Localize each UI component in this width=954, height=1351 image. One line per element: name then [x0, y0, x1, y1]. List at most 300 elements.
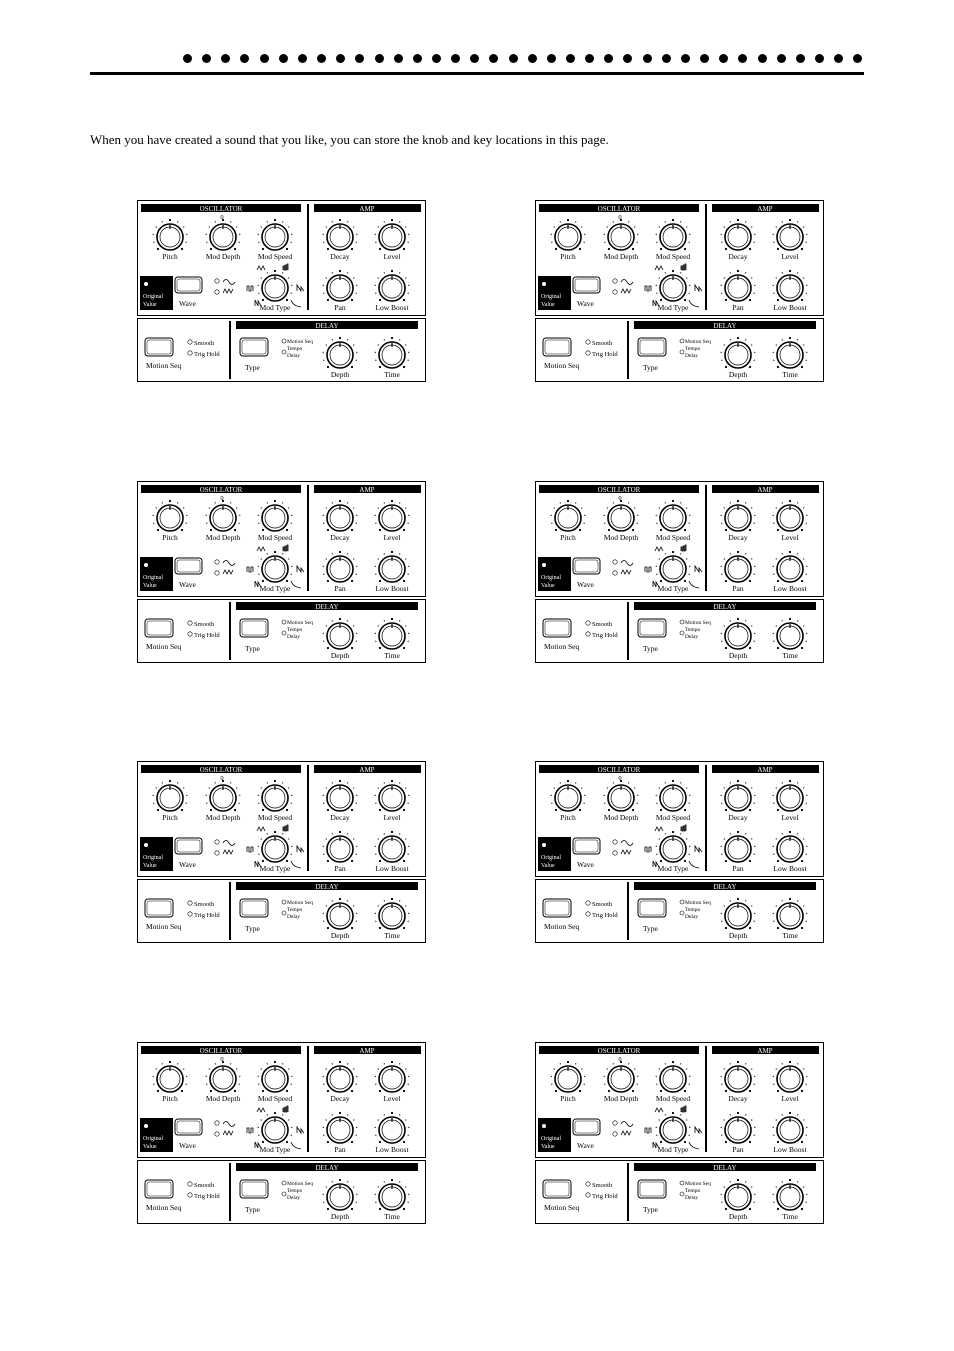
knob-tick [724, 226, 725, 227]
mod-depth-label: Mod Depth [205, 252, 241, 261]
delay-type-label: Type [643, 924, 658, 933]
knob-tick [282, 833, 283, 834]
header-dot [509, 54, 518, 63]
wave-button[interactable] [573, 1119, 600, 1135]
knob-tick [782, 1114, 783, 1115]
tempo-label: Tempo [287, 346, 303, 352]
knob-tick [801, 248, 803, 250]
wave-led-1 [613, 279, 617, 283]
knob-tick [408, 1202, 409, 1203]
knob-tick [261, 558, 262, 559]
original-value-label-1: Original [143, 855, 163, 861]
decay-label: Decay [330, 813, 350, 822]
mod-speed-label: Mod Speed [257, 252, 293, 261]
knob-tick [607, 226, 608, 227]
trig-hold-label: Trig Hold [194, 351, 220, 358]
knob-tick [274, 500, 276, 502]
knob-tick [356, 1202, 357, 1203]
knob-tick [399, 502, 400, 503]
knob-tick [234, 809, 236, 811]
original-value-label-2: Value [143, 583, 157, 589]
motion-seq-button[interactable] [543, 899, 571, 917]
knob-tick [332, 900, 333, 901]
knob-tick [291, 285, 292, 286]
knob-tick [356, 1076, 357, 1077]
delay-type-label: Type [643, 644, 658, 653]
knob-tick [803, 905, 804, 906]
delay-label: DELAY [315, 322, 339, 330]
knob-tick [375, 641, 376, 642]
mod-depth-center-label: 0 [220, 214, 224, 221]
knob-tick [773, 803, 774, 804]
knob-tick [659, 226, 660, 227]
knob-tick [162, 1063, 163, 1064]
knob-tick [721, 515, 722, 516]
trig-hold-led [188, 912, 192, 916]
knob-tick [689, 1076, 690, 1077]
wave-button[interactable] [573, 277, 600, 293]
knob-tick [351, 647, 353, 649]
knob-tick [689, 293, 690, 294]
knob-tick [806, 1127, 807, 1128]
pitch-label: Pitch [162, 533, 178, 542]
knob-tick [209, 226, 210, 227]
knob-tick [782, 221, 783, 222]
knob-tick [327, 1208, 329, 1210]
knob-tick [353, 344, 354, 345]
mod-depth-center-label: 0 [618, 1056, 622, 1063]
knob-tick [754, 1084, 755, 1085]
delay-time-label: Time [782, 1212, 798, 1221]
knob-tick [347, 900, 348, 901]
knob-tick [797, 782, 798, 783]
knob-tick [754, 515, 755, 516]
knob-tick [607, 1068, 608, 1069]
knob-tick [162, 221, 163, 222]
knob-tick [608, 1090, 610, 1092]
knob-tick [356, 566, 357, 567]
pan-label: Pan [334, 303, 346, 312]
delay-depth-label: Depth [330, 651, 350, 660]
trig-hold-label: Trig Hold [592, 351, 618, 358]
smooth-led [188, 621, 192, 625]
knob-tick [737, 1061, 739, 1063]
knob-tick [745, 1063, 746, 1064]
knob-tick [656, 795, 657, 796]
knob-tick [656, 293, 657, 294]
knob-tick [672, 270, 674, 272]
knob-tick [777, 580, 779, 582]
knob-tick [801, 860, 803, 862]
knob-tick [776, 344, 777, 345]
wave-button[interactable] [573, 558, 600, 574]
knob-tick [632, 809, 634, 811]
knob-tick [789, 831, 791, 833]
mod-depth-center-label: 0 [220, 1056, 224, 1063]
knob-tick [258, 1084, 259, 1085]
knob-tick [274, 1061, 276, 1063]
knob-tick [274, 831, 276, 833]
mod-depth-center-label: 0 [618, 495, 622, 502]
knob-tick [379, 366, 381, 368]
motion-seq-button[interactable] [543, 338, 571, 356]
knob-tick [749, 580, 751, 582]
knob-tick [749, 809, 751, 811]
knob-tick [288, 838, 289, 839]
knob-tick [405, 226, 406, 227]
trig-hold-label: Trig Hold [592, 912, 618, 919]
knob-tick [777, 809, 779, 811]
knob-tick [375, 242, 376, 243]
knob-tick [403, 580, 405, 582]
knob-tick [356, 1084, 357, 1085]
knob-tick [379, 299, 381, 301]
mod-depth-label: Mod Depth [205, 813, 241, 822]
trig-hold-led [188, 1193, 192, 1197]
knob-tick [375, 574, 376, 575]
knob-tick [267, 782, 268, 783]
knob-tick [156, 507, 157, 508]
knob-tick [408, 846, 409, 847]
knob-tick [782, 502, 783, 503]
knob-tick [555, 248, 557, 250]
knob-tick [751, 558, 752, 559]
knob-tick [613, 221, 614, 222]
knob-tick [806, 1194, 807, 1195]
wave-label: Wave [577, 860, 594, 869]
motion-seq-label: Motion Seq [544, 361, 580, 370]
header-dot [355, 54, 364, 63]
knob-tick [288, 507, 289, 508]
amp-label: AMP [359, 486, 375, 494]
knob-tick [721, 242, 722, 243]
knob-tick [206, 1076, 207, 1077]
delay-depth-label: Depth [330, 931, 350, 940]
knob-tick [375, 1076, 376, 1077]
knob-tick [239, 1084, 240, 1085]
knob-tick [405, 1119, 406, 1120]
knob-tick [730, 1063, 731, 1064]
knob-tick [327, 860, 329, 862]
oscillator-label: OSCILLATOR [199, 766, 243, 774]
knob-tick [206, 523, 207, 524]
knob-tick [684, 860, 686, 862]
knob-tick [326, 558, 327, 559]
knob-tick [408, 803, 409, 804]
knob-tick [656, 566, 657, 567]
delay-type-button[interactable] [240, 338, 268, 356]
knob-tick [286, 580, 288, 582]
motion-seq-button[interactable] [543, 1180, 571, 1198]
knob-tick [169, 500, 171, 502]
knob-tick [261, 1119, 262, 1120]
trig-hold-led [188, 632, 192, 636]
wave-button[interactable] [175, 277, 202, 293]
knob-tick [806, 1076, 807, 1077]
smooth-led [586, 901, 590, 905]
delay-label: DELAY [713, 322, 737, 330]
knob-tick [351, 927, 353, 929]
knob-tick [384, 782, 385, 783]
knob-tick [323, 234, 324, 235]
wave-button[interactable] [175, 558, 202, 574]
knob-tick [267, 221, 268, 222]
knob-tick [806, 795, 807, 796]
knob-tick [634, 226, 635, 227]
wave-led-1 [613, 1121, 617, 1125]
knob-tick [776, 558, 777, 559]
knob-tick [551, 803, 552, 804]
knob-tick [206, 234, 207, 235]
oscillator-label: OSCILLATOR [199, 486, 243, 494]
knob-tick [375, 921, 376, 922]
header-rule [90, 72, 864, 75]
knob-tick [379, 1090, 381, 1092]
knob-tick [656, 242, 657, 243]
knob-tick [724, 507, 725, 508]
knob-tick [332, 620, 333, 621]
wave-led-2 [613, 851, 617, 855]
knob-tick [267, 272, 268, 273]
knob-tick [327, 809, 329, 811]
original-value-label-2: Value [143, 1144, 157, 1150]
knob-tick [323, 523, 324, 524]
knob-tick [262, 248, 264, 250]
knob-tick [274, 1112, 276, 1114]
wave-button[interactable] [573, 838, 600, 854]
delay-type-button[interactable] [638, 338, 666, 356]
knob-tick [551, 523, 552, 524]
knob-tick [754, 242, 755, 243]
knob-tick [408, 293, 409, 294]
knob-tick [803, 1119, 804, 1120]
knob-tick [378, 838, 379, 839]
knob-tick [613, 502, 614, 503]
motion-seq-button[interactable] [543, 619, 571, 637]
knob-tick [209, 787, 210, 788]
header-dot [240, 54, 249, 63]
knob-tick [339, 898, 341, 900]
knob-tick [347, 339, 348, 340]
knob-tick [282, 782, 283, 783]
tempo-label: Tempo [685, 627, 701, 633]
knob-tick [339, 1112, 341, 1114]
header-dot [413, 54, 422, 63]
knob-tick [339, 831, 341, 833]
knob-tick [751, 625, 752, 626]
knob-tick [745, 221, 746, 222]
motion-seq-label: Motion Seq [146, 361, 182, 370]
knob-tick [326, 905, 327, 906]
knob-tick [725, 1090, 727, 1092]
knob-tick [628, 782, 629, 783]
knob-tick [291, 566, 292, 567]
knob-tick [689, 1135, 690, 1136]
tempo-delay-led [282, 911, 286, 915]
type-motion-seq-label: Motion Seq [685, 1181, 711, 1187]
knob-tick [384, 502, 385, 503]
smooth-label: Smooth [194, 340, 215, 347]
knob-tick [347, 833, 348, 834]
knob-tick [356, 633, 357, 634]
knob-tick [789, 1112, 791, 1114]
knob-tick [356, 854, 357, 855]
tempo-delay-led [680, 631, 684, 635]
knob-tick [403, 529, 405, 531]
knob-tick [725, 1208, 727, 1210]
original-value-label-2: Value [541, 1144, 555, 1150]
knob-tick [680, 833, 681, 834]
delay-divider [229, 1163, 231, 1221]
knob-tick [274, 551, 276, 553]
knob-tick [234, 1090, 236, 1092]
motion-seq-button[interactable] [145, 899, 173, 917]
knob-tick [323, 1084, 324, 1085]
knob-tick [801, 299, 803, 301]
knob-tick [339, 219, 341, 221]
knob-tick [267, 502, 268, 503]
knob-tick [686, 507, 687, 508]
knob-tick [721, 803, 722, 804]
knob-tick [323, 913, 324, 914]
knob-tick [721, 523, 722, 524]
knob-tick [375, 913, 376, 914]
knob-tick [672, 219, 674, 221]
knob-tick [672, 1061, 674, 1063]
knob-tick [797, 272, 798, 273]
knob-tick [721, 1202, 722, 1203]
knob-tick [604, 1076, 605, 1077]
decay-label: Decay [728, 252, 748, 261]
knob-tick [378, 1119, 379, 1120]
motion-seq-label: Motion Seq [146, 1203, 182, 1212]
knob-tick [351, 529, 353, 531]
knob-tick [724, 905, 725, 906]
knob-tick [339, 551, 341, 553]
knob-tick [332, 833, 333, 834]
knob-tick [408, 566, 409, 567]
header-dot [681, 54, 690, 63]
knob-tick [206, 242, 207, 243]
knob-tick [773, 846, 774, 847]
knob-tick [379, 647, 381, 649]
knob-tick [323, 641, 324, 642]
knob-tick [754, 921, 755, 922]
knob-tick [725, 809, 727, 811]
pitch-label: Pitch [162, 813, 178, 822]
knob-tick [339, 337, 341, 339]
knob-tick [754, 1194, 755, 1195]
mod-depth-center-label: 0 [618, 214, 622, 221]
delay-type-button[interactable] [240, 899, 268, 917]
knob-tick [803, 1186, 804, 1187]
knob-tick [378, 905, 379, 906]
knob-tick [689, 795, 690, 796]
knob-tick [384, 833, 385, 834]
knob-tick [721, 285, 722, 286]
knob-tick [282, 1114, 283, 1115]
knob-tick [408, 854, 409, 855]
motion-seq-button[interactable] [145, 338, 173, 356]
knob-tick [351, 366, 353, 368]
header-dot [585, 54, 594, 63]
knob-tick [169, 780, 171, 782]
knob-tick [797, 833, 798, 834]
knob-tick [384, 620, 385, 621]
knob-tick [347, 221, 348, 222]
header-dot [738, 54, 747, 63]
wave-button[interactable] [175, 838, 202, 854]
knob-tick [353, 1068, 354, 1069]
knob-tick [754, 234, 755, 235]
knob-tick [567, 219, 569, 221]
original-value-led [542, 282, 546, 286]
smooth-label: Smooth [194, 901, 215, 908]
motion-seq-button[interactable] [145, 619, 173, 637]
knob-tick [286, 809, 288, 811]
delay-divider [627, 321, 629, 379]
delay-type-button[interactable] [240, 619, 268, 637]
knob-tick [258, 515, 259, 516]
knob-tick [776, 838, 777, 839]
header-dot [394, 54, 403, 63]
knob-tick [291, 1084, 292, 1085]
knob-tick [684, 809, 686, 811]
delay-type-button[interactable] [240, 1180, 268, 1198]
delay-type-button[interactable] [638, 619, 666, 637]
knob-tick [408, 1135, 409, 1136]
delay-type-button[interactable] [638, 1180, 666, 1198]
delay-depth-label: Depth [728, 1212, 748, 1221]
knob-tick [632, 248, 634, 250]
original-value-label-1: Original [541, 1136, 561, 1142]
knob-tick [384, 900, 385, 901]
knob-tick [326, 344, 327, 345]
header-dot [336, 54, 345, 63]
motion-seq-button[interactable] [145, 1180, 173, 1198]
knob-tick [258, 242, 259, 243]
knob-tick [806, 641, 807, 642]
knob-tick [782, 339, 783, 340]
knob-tick [391, 898, 393, 900]
knob-tick [773, 566, 774, 567]
knob-tick [684, 580, 686, 582]
knob-tick [378, 344, 379, 345]
trig-hold-label: Trig Hold [194, 1193, 220, 1200]
knob-tick [323, 921, 324, 922]
wave-button[interactable] [175, 1119, 202, 1135]
knob-tick [326, 507, 327, 508]
original-value-led [542, 1124, 546, 1128]
knob-tick [391, 780, 393, 782]
knob-tick [754, 913, 755, 914]
knob-tick [408, 285, 409, 286]
knob-tick [656, 523, 657, 524]
knob-tick [730, 272, 731, 273]
knob-tick [399, 900, 400, 901]
knob-tick [286, 299, 288, 301]
type-motion-seq-led [680, 900, 684, 904]
knob-tick [776, 507, 777, 508]
knob-tick [356, 641, 357, 642]
knob-tick [749, 927, 751, 929]
knob-tick [375, 352, 376, 353]
knob-tick [399, 339, 400, 340]
smooth-led [586, 340, 590, 344]
knob-tick [754, 566, 755, 567]
delay-type-button[interactable] [638, 899, 666, 917]
knob-tick [408, 242, 409, 243]
